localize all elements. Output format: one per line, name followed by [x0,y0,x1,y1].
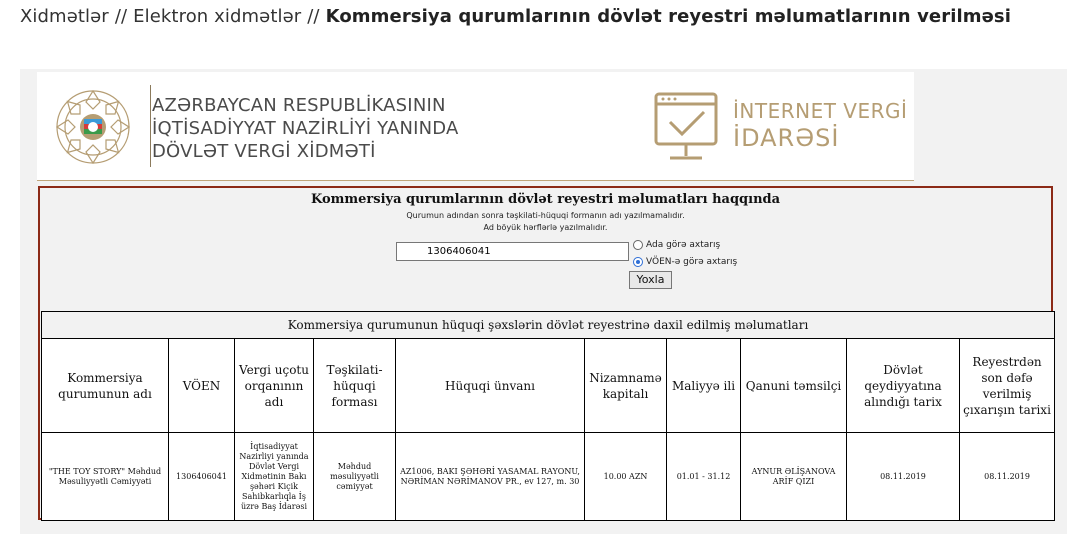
column-header: Reyestrdən son dəfə verilmiş çıxarışın tarixi [960,339,1055,433]
column-header: VÖEN [169,339,235,433]
dvx-title [152,94,459,163]
form-note: Qurumun adından sonra təşkilati-hüquqi formanın adı yazılmamalıdır. [406,211,685,220]
registry-form [38,186,1053,520]
table-cell: İqtisadiyyat Nazirliyi yanında Dövlət Vergi Xidmətinin Bakı şəhəri Kiçik Sahibkarlıqla İş üzrə Baş İdarəsi [235,433,314,521]
table-caption: Kommersiya qurumunun hüquqi şəxslərin dövlət reyestrinə daxil edilmiş məlumatları [42,312,1055,339]
breadcrumb-separator: // [307,6,320,27]
table-cell: 01.01 - 31.12 [667,433,741,521]
column-header: Nizamnamə kapitalı [585,339,667,433]
table-cell: "THE TOY STORY" Məhdud Məsuliyyətli Cəmiyyəti [42,433,169,521]
table-cell: Məhdud məsuliyyətli cəmiyyət [314,433,396,521]
radio-search-by-voen[interactable] [633,257,737,267]
form-note: Ad böyük hərflərlə yazılmalıdır. [483,223,608,232]
radio-circle-selected[interactable] [633,257,643,267]
state-emblem-icon [53,87,133,167]
ivi-title-line: İNTERNET VERGİ [733,99,908,123]
column-header: Kommersiya qurumunun adı [42,339,169,433]
table-cell: AZ1006, BAKI ŞƏHƏRİ YASAMAL RAYONU, NƏRİMAN NƏRİMANOV PR., ev 127, m. 30 [396,433,585,521]
check-button[interactable]: Yoxla [629,271,672,289]
breadcrumb-link-e-services[interactable]: Elektron xidmətlər [133,6,302,27]
table-cell: AYNUR ƏLİŞANOVA ARİF QIZI [741,433,847,521]
radio-label: Ada görə axtarış [646,240,721,250]
dvx-title-line: İQTİSADİYYAT NAZİRLİYİ YANINDA [152,118,459,139]
column-header: Qanuni təmsilçi [741,339,847,433]
ivi-title-line: İDARƏSİ [733,124,840,152]
monitor-checkmark-icon [652,90,720,164]
results-table [41,311,1055,521]
table-header-row [42,339,1055,433]
search-input[interactable]: 1306406041 [396,242,629,261]
table-cell: 1306406041 [169,433,235,521]
table-row [42,433,1055,521]
breadcrumb-separator: // [114,6,128,27]
radio-label: VÖEN-ə görə axtarış [646,257,738,267]
column-header: Maliyyə ili [667,339,741,433]
breadcrumb-current: Kommersiya qurumlarının dövlət reyestri məlumatlarının verilməsi [325,6,1011,27]
column-header: Dövlət qeydiyyatına alındığı tarix [847,339,960,433]
breadcrumb [20,6,1011,27]
table-cell: 08.11.2019 [960,433,1055,521]
dvx-title-line: DÖVLƏT VERGİ XİDMƏTİ [152,141,376,162]
radio-search-by-name[interactable] [633,240,720,250]
form-title: Kommersiya qurumlarının dövlət reyestri məlumatları haqqında [310,192,781,207]
radio-circle[interactable] [633,240,643,250]
column-header: Təşkilati-hüquqi forması [314,339,396,433]
table-cell: 10.00 AZN [585,433,667,521]
header-banner [37,72,914,181]
dvx-title-line: AZƏRBAYCAN RESPUBLİKASININ [152,95,446,116]
column-header: Vergi uçotu orqanının adı [235,339,314,433]
ivi-title [733,98,907,152]
table-cell: 08.11.2019 [847,433,960,521]
breadcrumb-link-services[interactable]: Xidmətlər [20,6,109,27]
banner-divider [150,85,151,167]
column-header: Hüquqi ünvanı [396,339,585,433]
